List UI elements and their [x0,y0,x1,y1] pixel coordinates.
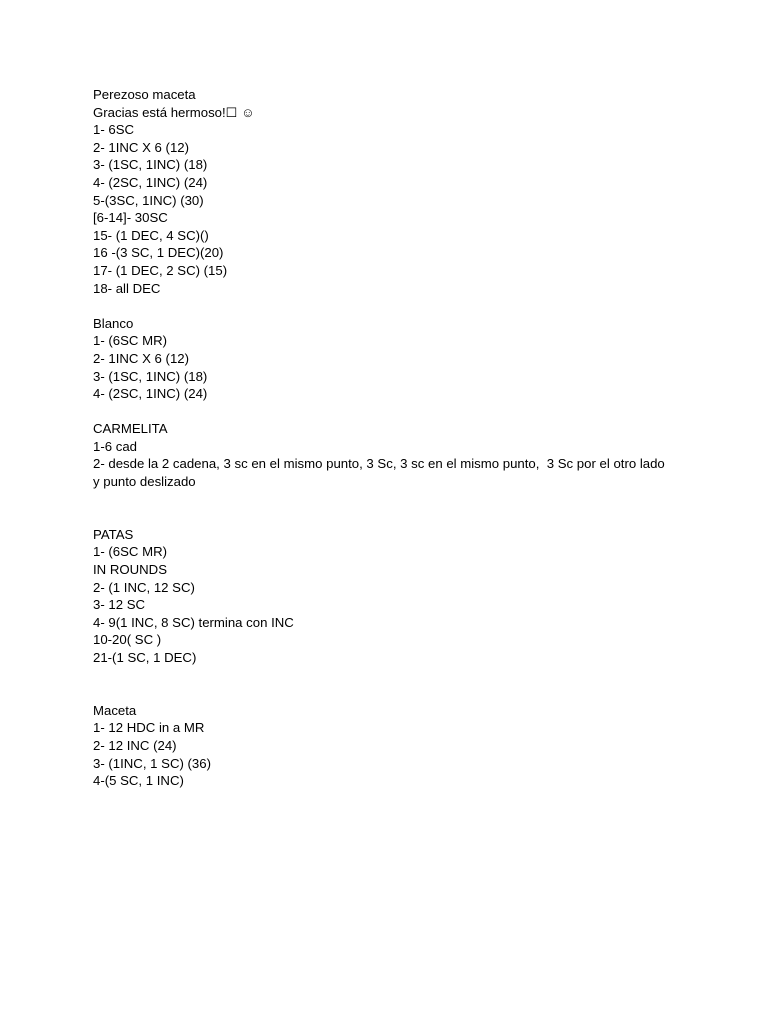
section-maceta [93,702,673,790]
pattern-row: 3- (1SC, 1INC) (18) [93,368,208,384]
document-title: Perezoso maceta [93,87,196,102]
pattern-row: 1- (6SC MR) [93,544,167,560]
pattern-row: 2- (1 INC, 12 SC) [93,579,195,595]
section-heading: Blanco [93,315,134,331]
section-patas [93,526,673,667]
pattern-row: 1- 12 HDC in a MR [93,720,205,736]
pattern-row: 10-20( SC ) [93,632,162,648]
pattern-row: 2- 1INC X 6 (12) [93,350,190,366]
spacer [93,667,673,702]
pattern-row: 1-6 cad [93,438,137,454]
pattern-row: 4- (2SC, 1INC) (24) [93,386,208,402]
pattern-row: 2- 12 INC (24) [93,737,177,753]
document-body [93,86,673,790]
document-subtitle: Gracias está hermoso!☐ ☺ [93,104,255,120]
spacer [93,403,673,421]
pattern-row: 16 -(3 SC, 1 DEC)(20) [93,245,224,261]
spacer [93,297,673,315]
pattern-row: 15- (1 DEC, 4 SC)() [93,227,209,243]
spacer [93,491,673,526]
pattern-row: 4-(5 SC, 1 INC) [93,773,184,789]
section-heading: PATAS [93,526,134,542]
section-carmelita [93,420,673,490]
section-blanco [93,315,673,403]
pattern-row: 1- (6SC MR) [93,333,167,349]
pattern-row: 18- all DEC [93,280,161,296]
section-heading: CARMELITA [93,421,168,437]
pattern-row: 3- (1SC, 1INC) (18) [93,157,208,173]
pattern-row: 5-(3SC, 1INC) (30) [93,192,204,208]
pattern-row: 2- desde la 2 cadena, 3 sc en el mismo punto, 3 Sc, 3 sc en el mismo punto, 3 Sc por el otro lado y punto deslizado [93,456,669,490]
section-heading: Maceta [93,702,137,718]
pattern-row: 21-(1 SC, 1 DEC) [93,650,197,665]
pattern-row: 2- 1INC X 6 (12) [93,139,190,155]
pattern-row: 1- 6SC [93,122,135,138]
section-main [93,121,673,297]
pattern-row: 3- 12 SC [93,597,146,613]
pattern-row: IN ROUNDS [93,562,167,578]
pattern-row: 3- (1INC, 1 SC) (36) [93,755,211,771]
pattern-row: 4- 9(1 INC, 8 SC) termina con INC [93,614,294,630]
pattern-row: [6-14]- 30SC [93,210,168,226]
pattern-row: 17- (1 DEC, 2 SC) (15) [93,262,228,278]
pattern-row: 4- (2SC, 1INC) (24) [93,174,208,190]
